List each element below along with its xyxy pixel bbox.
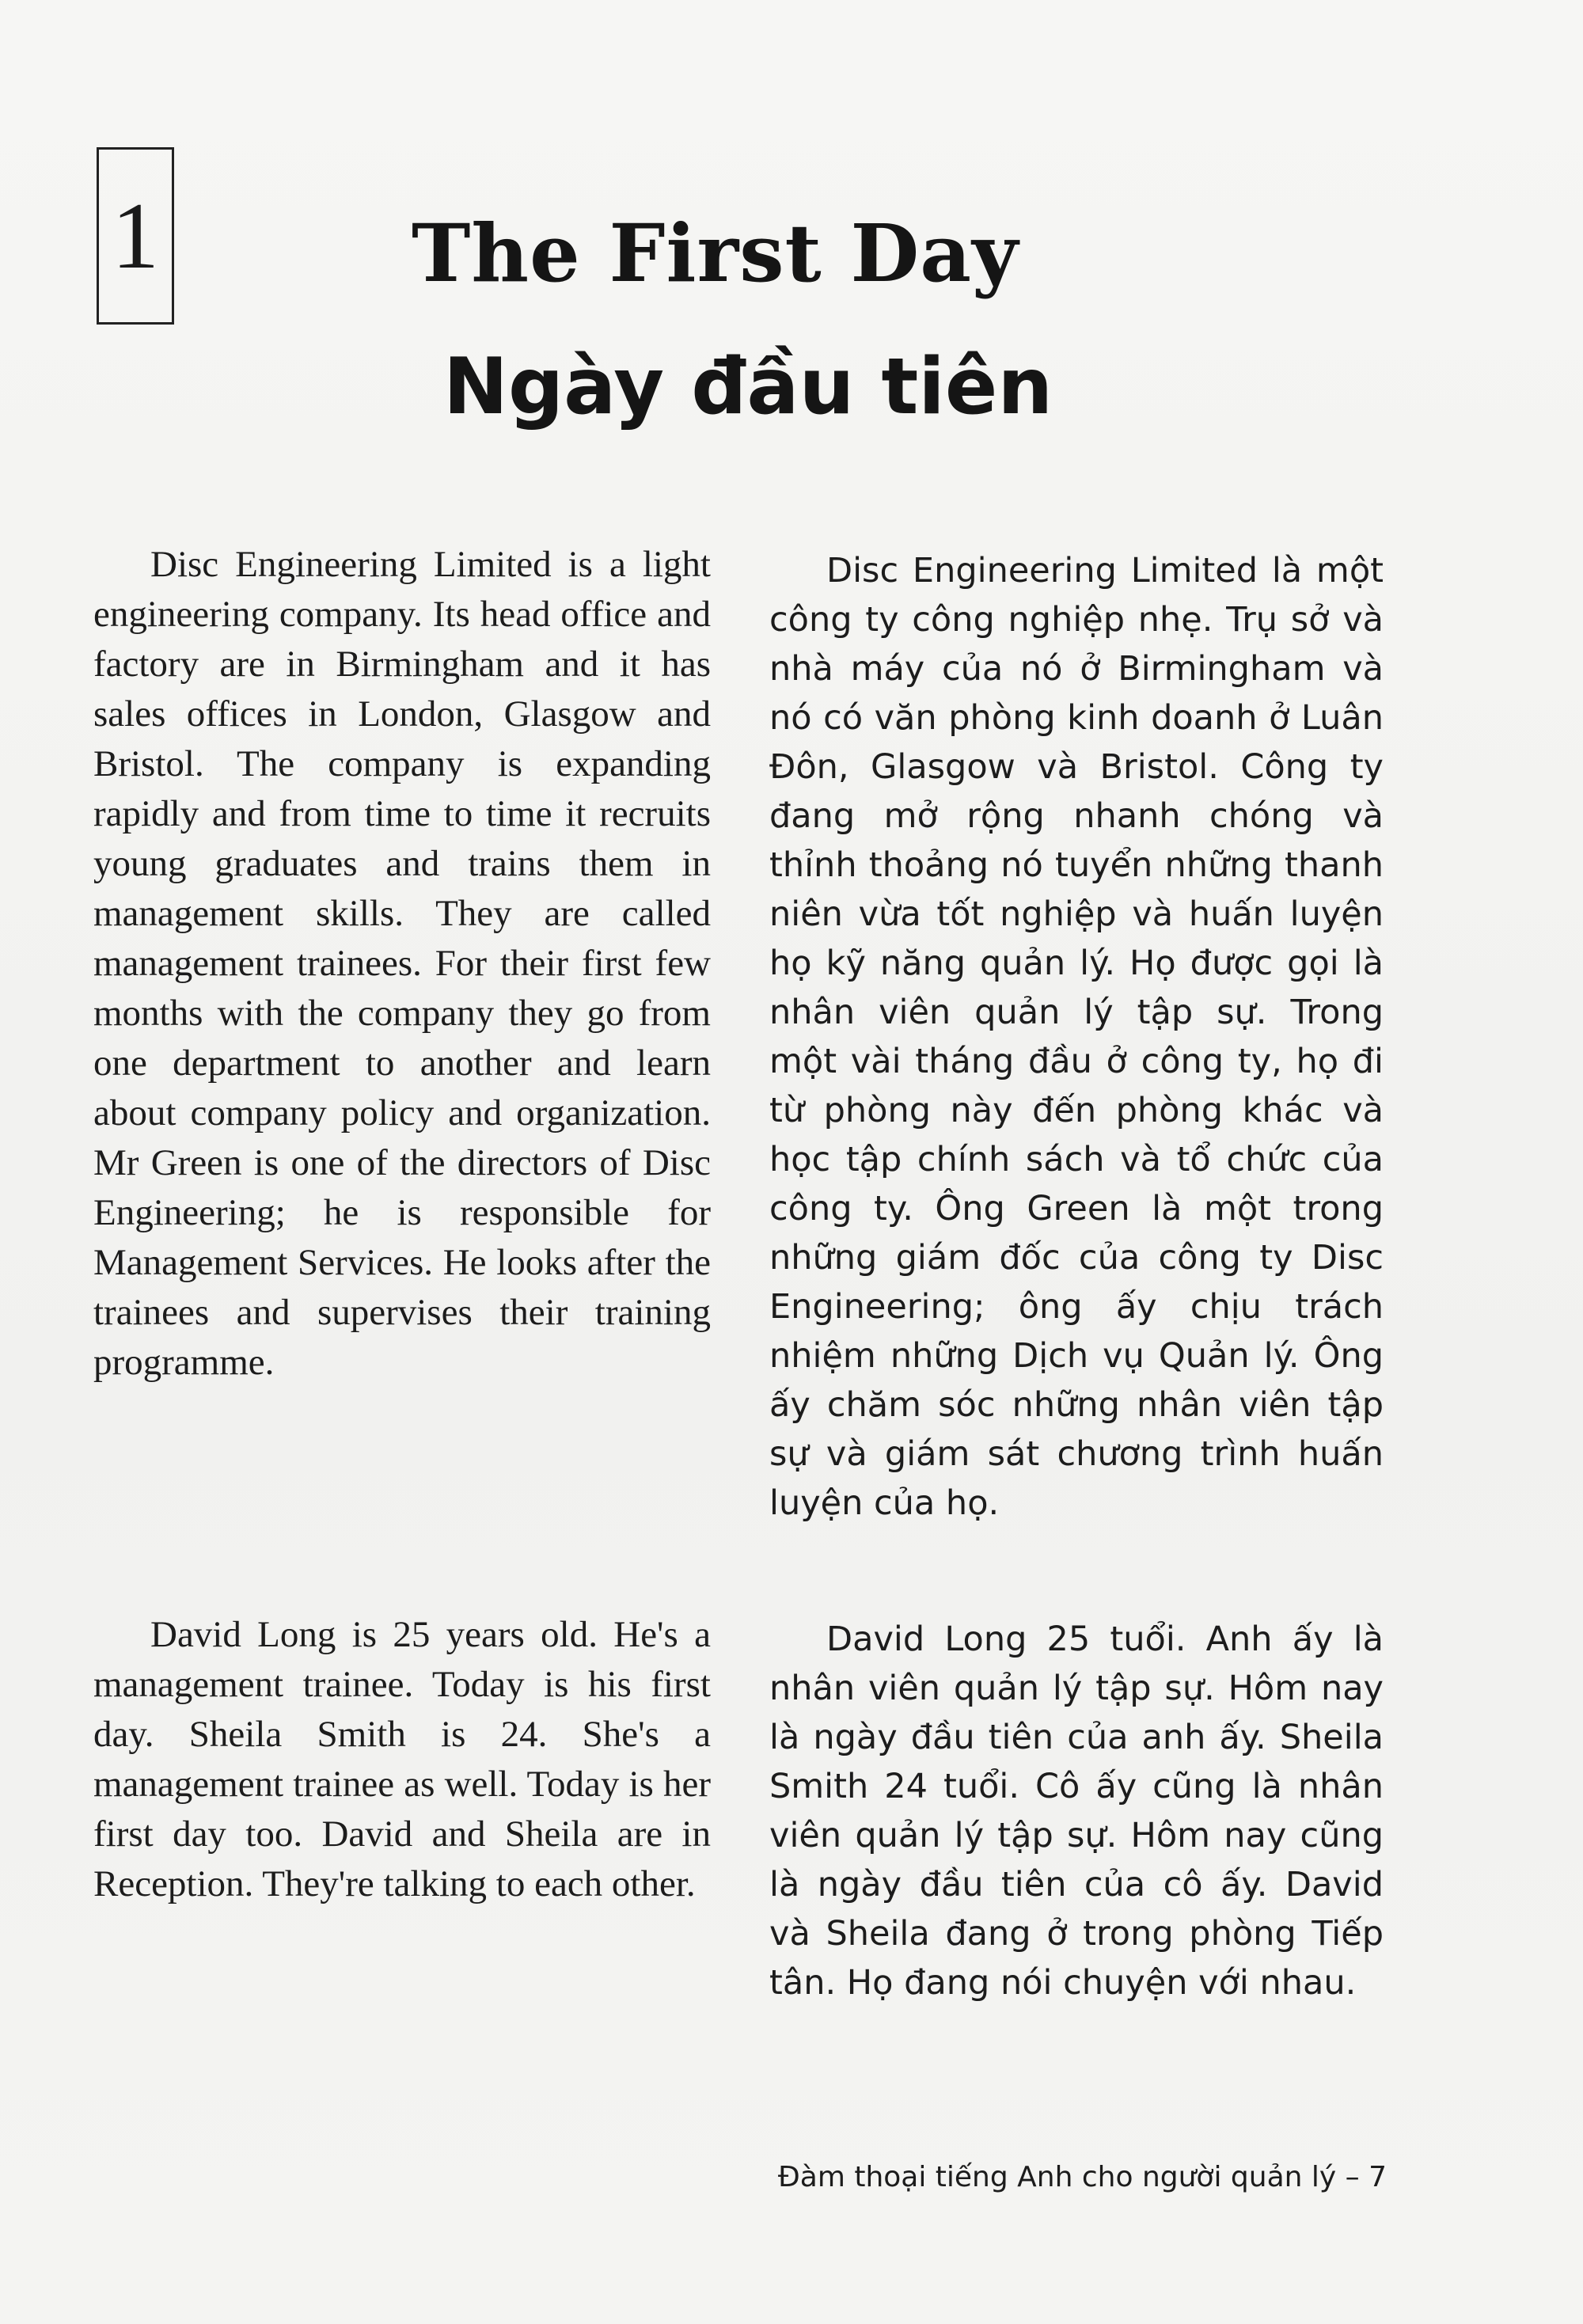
vietnamese-column-paragraph-2 xyxy=(769,1615,1384,2007)
vietnamese-paragraph: David Long 25 tuổi. Anh ấy là nhân viên quản lý tập sự. Hôm nay là ngày đầu tiên của anh ấy. Sheila Smith 24 tuổi. Cô ấy cũng là nhân viên quản lý tập sự. Hôm nay cũng là ngày đầu tiên của cô ấy. David và Sheila đang ở trong phòng Tiếp tân. Họ đang nói chuyện với nhau. xyxy=(769,1620,1384,2003)
chapter-title-vietnamese: Ngày đầu tiên xyxy=(443,342,1053,432)
english-column-paragraph-2 xyxy=(93,1610,711,1909)
english-paragraph: Disc Engineering Limited is a light engineering company. Its head office and factory are in Birmingham and it has sales offices in London, Glasgow and Bristol. The company is expanding rapidly and from time to time it recruits young graduates and trains them in management skills. They are called management trainees. For their first few months with the company they go from one department to another and learn about company policy and organization. Mr Green is one of the directors of Disc Engineering; he is responsible for Management Services. He looks after the trainees and supervises their training programme. xyxy=(93,544,711,1383)
english-column-paragraph-1 xyxy=(93,540,711,1388)
chapter-title-english: The First Day xyxy=(412,207,1019,300)
english-paragraph: David Long is 25 years old. He's a management trainee. Today is his first day. Sheila Smith is 24. She's a management trainee as well. Today is her first day too. David and Sheila are in Reception. They're talking to each other. xyxy=(93,1614,711,1904)
page-footer: Đàm thoại tiếng Anh cho người quản lý – 7 xyxy=(777,2161,1387,2193)
chapter-number: 1 xyxy=(112,183,159,288)
vietnamese-column-paragraph-1 xyxy=(769,546,1384,1528)
vietnamese-paragraph: Disc Engineering Limited là một công ty công nghiệp nhẹ. Trụ sở và nhà máy của nó ở Birmingham và nó có văn phòng kinh doanh ở Luân Đôn, Glasgow và Bristol. Công ty đang mở rộng nhanh chóng và thỉnh thoảng nó tuyển những thanh niên vừa tốt nghiệp và huấn luyện họ kỹ năng quản lý. Họ được gọi là nhân viên quản lý tập sự. Trong một vài tháng đầu ở công ty, họ đi từ phòng này đến phòng khác và học tập chính sách và tổ chức của công ty. Ông Green là một trong những giám đốc của công ty Disc Engineering; ông ấy chịu trách nhiệm những Dịch vụ Quản lý. Ông ấy chăm sóc những nhân viên tập sự và giám sát chương trình huấn luyện của họ. xyxy=(769,551,1384,1523)
chapter-number-box xyxy=(97,147,174,325)
